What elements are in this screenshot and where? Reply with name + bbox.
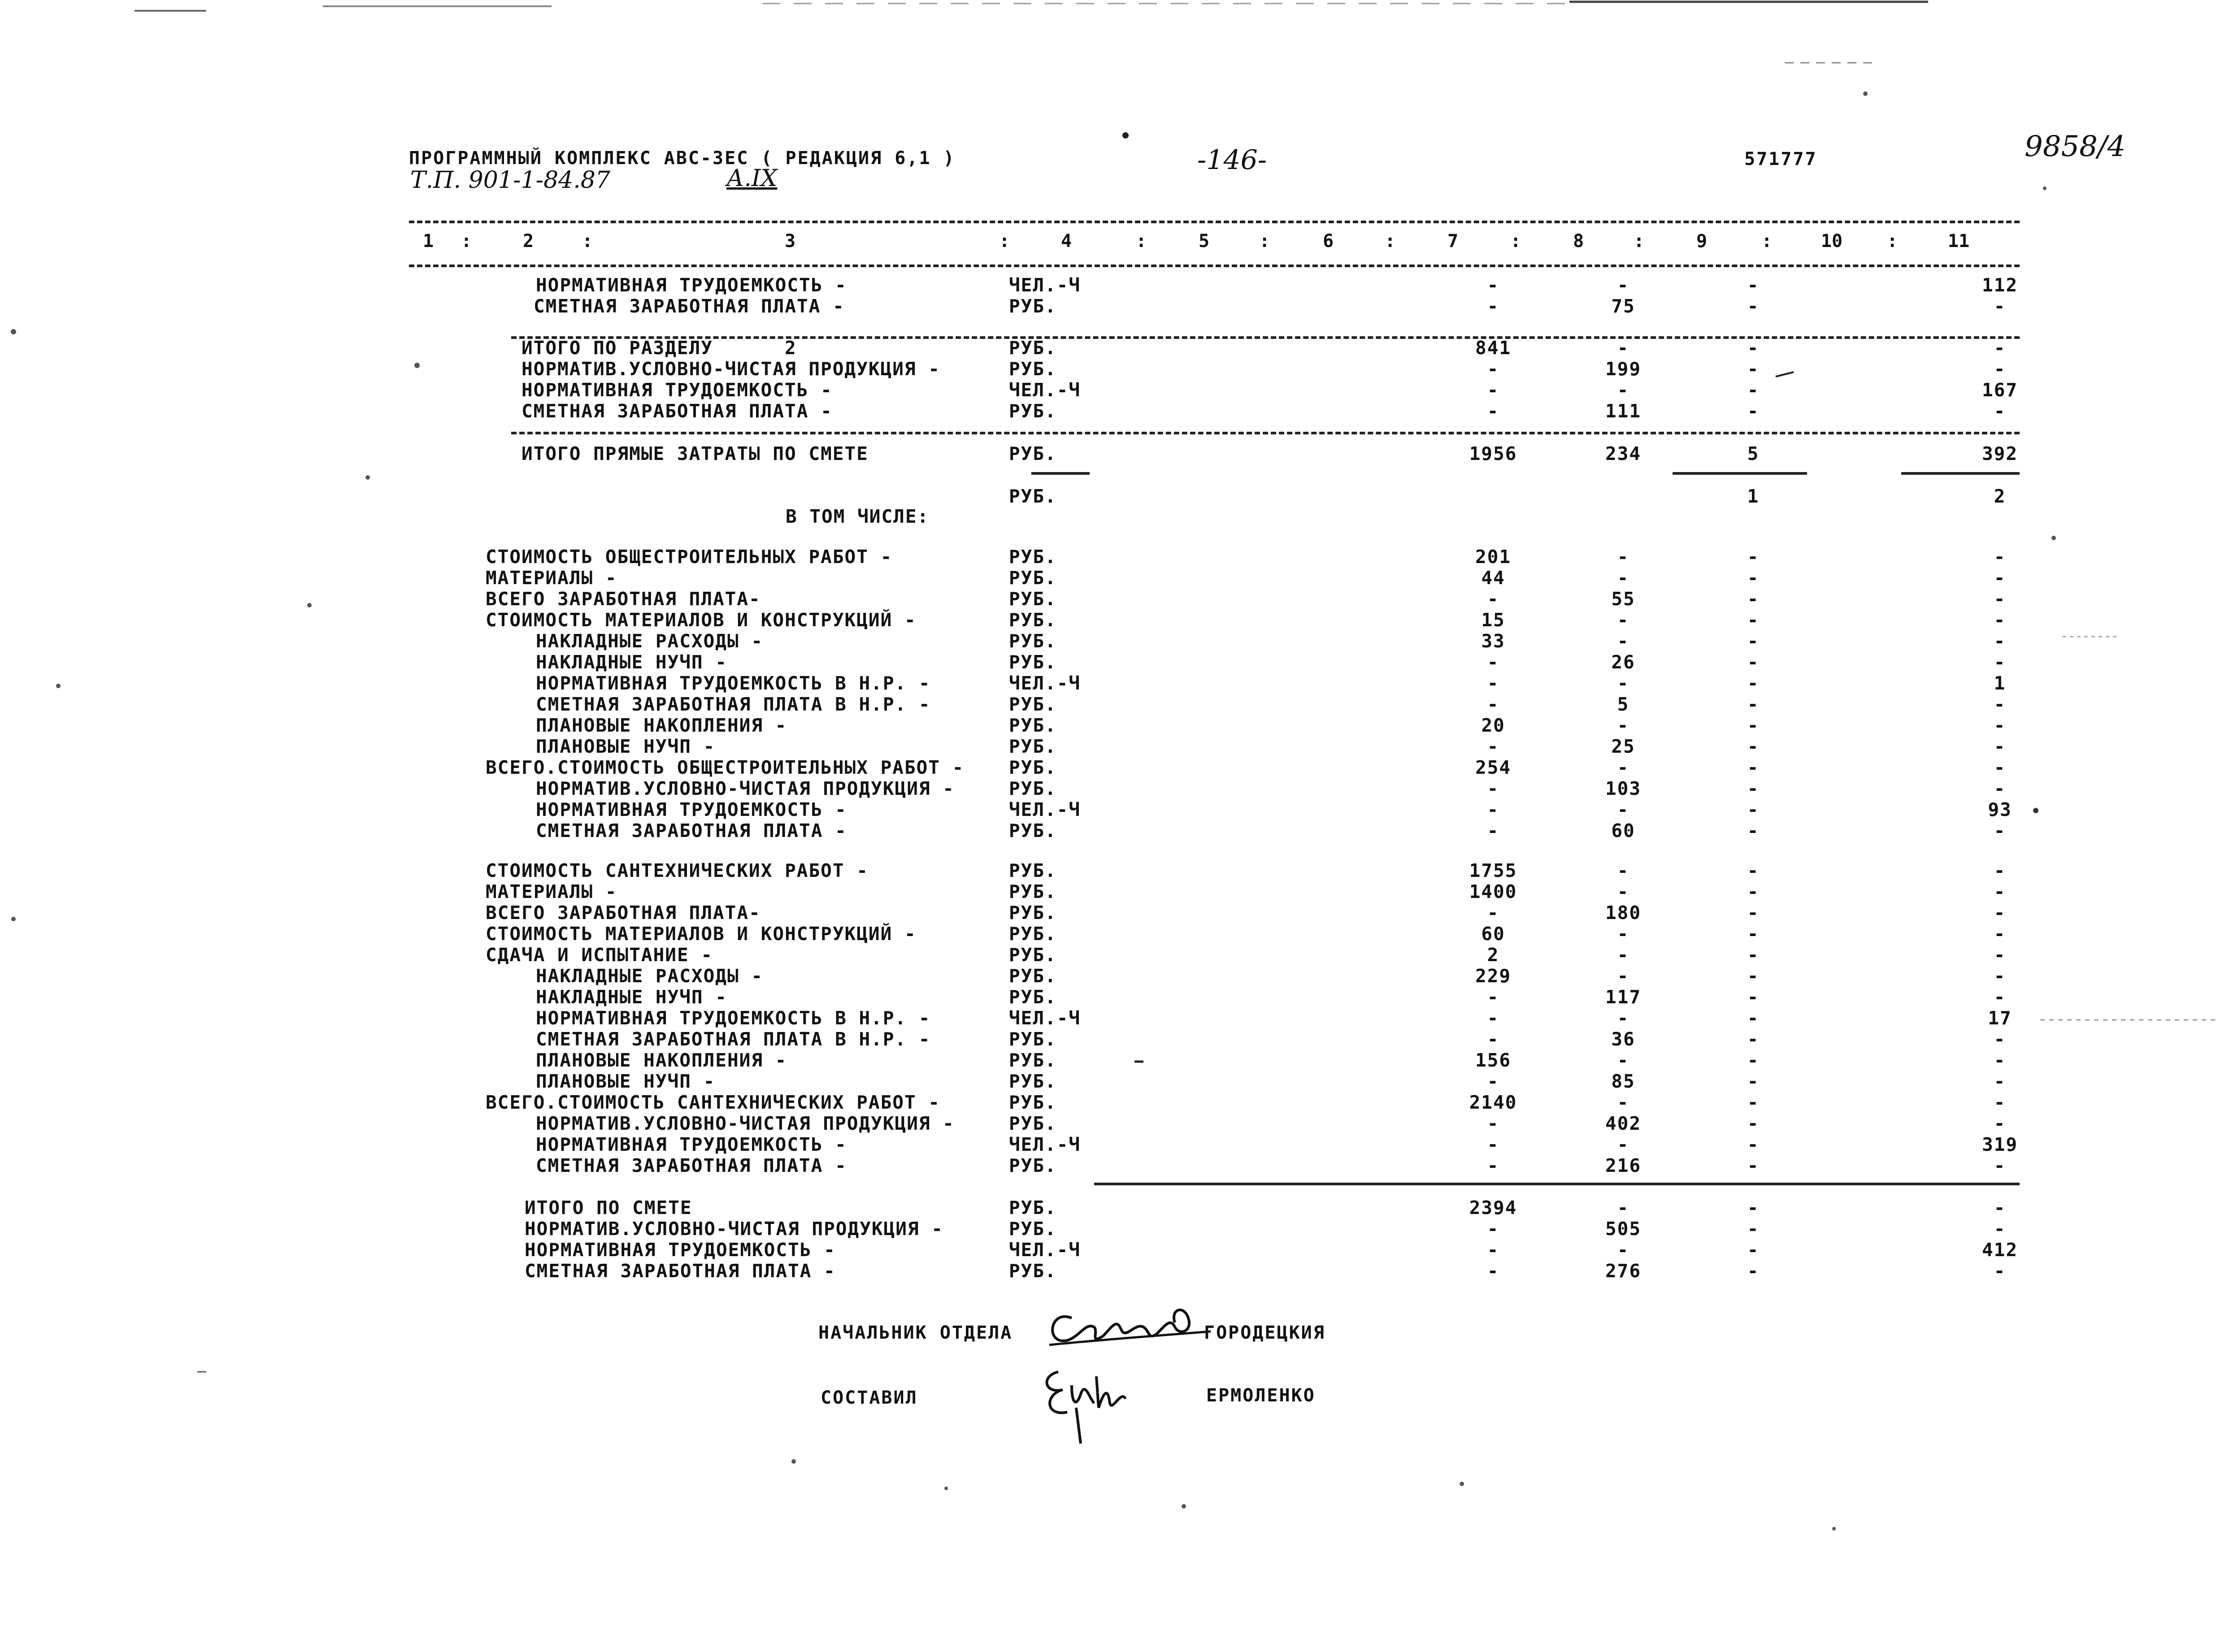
table-row: НАКЛАДНЫЕ РАСХОДЫ - РУБ. 229 - - - [536,965,2006,987]
author-name: ЕРМОЛЕНКО [1206,1385,1316,1406]
page-number: -146- [1197,144,1267,176]
table-row: НОРМАТИВ.УСЛОВНО-ЧИСТАЯ ПРОДУКЦИЯ - РУБ. - 199 - - [521,358,2006,380]
column-separator: : [1633,231,1645,251]
table-row: НОРМАТИВ.УСЛОВНО-ЧИСТАЯ ПРОДУКЦИЯ - РУБ. - 103 - - [536,778,2006,799]
table-row: НОРМАТИВНАЯ ТРУДОЕМКОСТЬ - ЧЕЛ.-Ч - - - 112 [536,274,2018,296]
document-number: 571777 [1744,149,1817,169]
column-number: 2 [522,231,534,251]
sheet-number: 9858/4 [2025,130,2126,163]
column-number: 6 [1322,231,1334,251]
column-separator: : [1135,231,1147,251]
table-row: НАКЛАДНЫЕ РАСХОДЫ - РУБ. 33 - - - [536,630,2006,652]
table-row: СМЕТНАЯ ЗАРАБОТНАЯ ПЛАТА - РУБ. - 216 - - [536,1155,2006,1176]
table-row: ПЛАНОВЫЕ НАКОПЛЕНИЯ - РУБ. 20 - - - [536,715,2006,736]
table-row: НОРМАТИВНАЯ ТРУДОЕМКОСТЬ В Н.Р. - ЧЕЛ.-Ч - - - 1 [536,672,2006,694]
column-number: 3 [784,231,796,251]
table-row: СМЕТНАЯ ЗАРАБОТНАЯ ПЛАТА В Н.Р. - РУБ. - 36 - - [536,1028,2006,1050]
table-row: НОРМАТИВНАЯ ТРУДОЕМКОСТЬ - ЧЕЛ.-Ч - - - 93 [536,799,2012,820]
table-row: НОРМАТИВ.УСЛОВНО-ЧИСТАЯ ПРОДУКЦИЯ - РУБ. - 505 - - [525,1218,2006,1240]
table-row: НОРМАТИВНАЯ ТРУДОЕМКОСТЬ - ЧЕЛ.-Ч - - - 319 [536,1134,2018,1155]
column-separator: : [1259,231,1270,251]
author-label: СОСТАВИЛ [821,1388,918,1408]
table-row: ВСЕГО.СТОИМОСТЬ ОБЩЕСТРОИТЕЛЬНЫХ РАБОТ - РУБ. 254 - - - [486,757,2006,778]
table-row: ПЛАНОВЫЕ НУЧП - РУБ. - 25 - - [536,736,2006,757]
table-row: СТОИМОСТЬ МАТЕРИАЛОВ И КОНСТРУКЦИЙ - РУБ. 15 - - - [486,609,2006,631]
table-row: СМЕТНАЯ ЗАРАБОТНАЯ ПЛАТА - РУБ. - 276 - - [525,1260,2006,1282]
column-separator: : [1510,231,1521,251]
table-row: ИТОГО ПО СМЕТЕ РУБ. 2394 - - - [525,1197,2006,1218]
table-row: СМЕТНАЯ ЗАРАБОТНАЯ ПЛАТА - РУБ. - 75 - - [534,295,2006,317]
table-row: РУБ. 1 2 [1009,486,2006,507]
column-number: 9 [1696,231,1708,251]
column-number: 1 [422,231,434,251]
table-row: ВСЕГО.СТОИМОСТЬ САНТЕХНИЧЕСКИХ РАБОТ - РУБ. 2140 - - - [486,1092,2006,1113]
column-separator: : [461,231,472,251]
table-row: НОРМАТИВНАЯ ТРУДОЕМКОСТЬ - ЧЕЛ.-Ч - - - 167 [521,379,2018,401]
table-row: ИТОГО ПО РАЗДЕЛУ 2 РУБ. 841 - - - [521,337,2006,359]
table-row: ВСЕГО ЗАРАБОТНАЯ ПЛАТА- РУБ. - 180 - - [486,902,2006,924]
table-row: МАТЕРИАЛЫ - РУБ. 1400 - - - [486,881,2006,902]
table-row: СТОИМОСТЬ ОБЩЕСТРОИТЕЛЬНЫХ РАБОТ - РУБ. 201 - - - [486,546,2006,568]
table-row: СТОИМОСТЬ МАТЕРИАЛОВ И КОНСТРУКЦИЙ - РУБ. 60 - - - [486,923,2006,945]
table-row: НОРМАТИВ.УСЛОВНО-ЧИСТАЯ ПРОДУКЦИЯ - РУБ. - 402 - - [536,1113,2006,1134]
album-number: А.IX [726,165,778,192]
table-row: ИТОГО ПРЯМЫЕ ЗАТРАТЫ ПО СМЕТЕ РУБ. 1956 234 5 392 [521,443,2018,464]
table-row: НОРМАТИВНАЯ ТРУДОЕМКОСТЬ В Н.Р. - ЧЕЛ.-Ч - - - 17 [536,1007,2012,1029]
column-number: 5 [1198,231,1210,251]
project-code: Т.П. 901-1-84.87 [410,167,610,194]
table-row: МАТЕРИАЛЫ - РУБ. 44 - - - [486,567,2006,589]
table-row: НАКЛАДНЫЕ НУЧП - РУБ. - 117 - - [536,986,2006,1008]
table-row: СМЕТНАЯ ЗАРАБОТНАЯ ПЛАТА - РУБ. - 60 - - [536,820,2006,841]
column-number: 7 [1447,231,1459,251]
table-row: ПЛАНОВЫЕ НУЧП - РУБ. - 85 - - [536,1071,2006,1092]
column-separator: : [1886,231,1898,251]
column-number: 10 [1821,231,1843,251]
department-head-label: НАЧАЛЬНИК ОТДЕЛА [818,1322,1013,1343]
column-separator: : [999,231,1010,251]
column-number: 11 [1947,231,1970,251]
column-separator: : [582,231,593,251]
table-row: СМЕТНАЯ ЗАРАБОТНАЯ ПЛАТА - РУБ. - 111 - - [521,400,2006,422]
column-separator: : [1384,231,1396,251]
table-row: СДАЧА И ИСПЫТАНИЕ - РУБ. 2 - - - [486,944,2006,966]
program-title: ПРОГРАММНЫЙ КОМПЛЕКС АВС-3ЕС ( РЕДАКЦИЯ 6,1 ) [409,148,956,169]
column-number: 4 [1060,231,1072,251]
table-row: ВСЕГО ЗАРАБОТНАЯ ПЛАТА- РУБ. - 55 - - [486,588,2006,610]
table-row: НОРМАТИВНАЯ ТРУДОЕМКОСТЬ - ЧЕЛ.-Ч - - - 412 [525,1239,2018,1261]
table-row: НАКЛАДНЫЕ НУЧП - РУБ. - 26 - - [536,651,2006,673]
section-heading: В ТОМ ЧИСЛЕ: [786,506,930,527]
table-row: СМЕТНАЯ ЗАРАБОТНАЯ ПЛАТА В Н.Р. - РУБ. - 5 - - [536,694,2006,715]
column-separator: : [1761,231,1773,251]
department-head-name: ГОРОДЕЦКИЯ [1204,1322,1325,1343]
table-row: ПЛАНОВЫЕ НАКОПЛЕНИЯ - РУБ. 156 - - - [536,1049,2006,1071]
column-number: 8 [1573,231,1584,251]
table-row: СТОИМОСТЬ САНТЕХНИЧЕСКИХ РАБОТ - РУБ. 1755 - - - [486,860,2006,881]
